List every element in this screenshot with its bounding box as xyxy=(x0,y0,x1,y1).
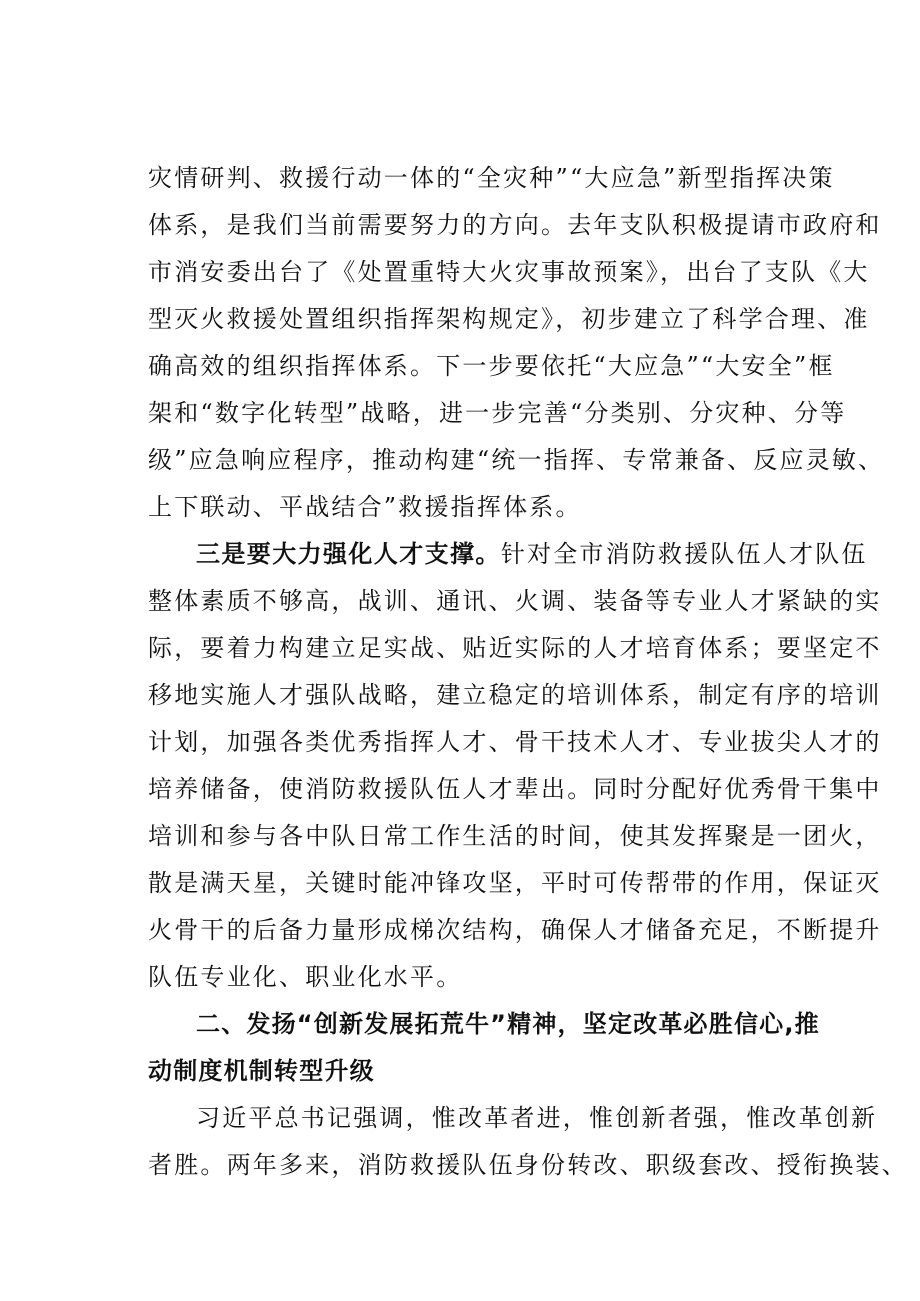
paragraph1-line-4: 型灭火救援处置组织指挥架构规定》，初步建立了科学合理、准 xyxy=(148,305,870,333)
paragraph1-line-1: 灾情研判、救援行动一体的“全灾种”“大应急”新型指挥决策 xyxy=(148,164,835,192)
paragraph3-line-1: 习近平总书记强调，惟改革者进，惟创新者强，惟改革创新 xyxy=(196,1104,878,1132)
paragraph2-first-line-text: 针对全市消防救援队伍人才队伍 xyxy=(500,540,868,568)
paragraph2-lead-heading: 三是要大力强化人才支撑。 xyxy=(196,540,501,568)
paragraph2-first-line xyxy=(196,534,868,574)
paragraph1-line-2: 体系，是我们当前需要努力的方向。去年支队积极提请市政府和 xyxy=(148,211,882,239)
paragraph2-line-5: 计划，加强各类优秀指挥人才、骨干技术人才、专业拔尖人才的 xyxy=(148,728,882,756)
paragraph2-line-7: 培训和参与各中队日常工作生活的时间，使其发挥聚是一团火， xyxy=(148,822,882,850)
section-heading-line-2: 动制度机制转型升级 xyxy=(148,1057,375,1085)
paragraph2-line-3: 际，要着力构建立足实战、贴近实际的人才培育体系；要坚定不 xyxy=(148,634,882,662)
paragraph2-line-6: 培养储备，使消防救援队伍人才辈出。同时分配好优秀骨干集中 xyxy=(148,775,882,803)
paragraph3-line-2: 者胜。两年多来，消防救援队伍身份转改、职级套改、授衔换装、 xyxy=(148,1151,908,1179)
paragraph2-line-8: 散是满天星，关键时能冲锋攻坚，平时可传帮带的作用，保证灭 xyxy=(148,869,882,897)
paragraph2-line-4: 移地实施人才强队战略，建立稳定的培训体系，制定有序的培训 xyxy=(148,681,882,709)
paragraph2-line-9: 火骨干的后备力量形成梯次结构，确保人才储备充足，不断提升 xyxy=(148,916,882,944)
paragraph1-line-5: 确高效的组织指挥体系。下一步要依托“大应急”“大安全”框 xyxy=(148,352,835,380)
paragraph1-line-3: 市消安委出台了《处置重特大火灾事故预案》，出台了支队《大 xyxy=(148,258,870,286)
paragraph2-line-2: 整体素质不够高，战训、通讯、火调、装备等专业人才紧缺的实 xyxy=(148,587,882,615)
paragraph1-line-7: 级”应急响应程序，推动构建“统一指挥、专常兼备、反应灵敏、 xyxy=(148,446,885,474)
paragraph1-line-8: 上下联动、平战结合”救援指挥体系。 xyxy=(148,493,582,521)
paragraph2-line-10: 队伍专业化、职业化水平。 xyxy=(148,963,463,991)
paragraph1-line-6: 架和“数字化转型”战略，进一步完善“分类别、分灾种、分等 xyxy=(148,399,847,427)
section-heading-line-1: 二、发扬“创新发展拓荒牛”精神，坚定改革必胜信心,推 xyxy=(196,1010,820,1038)
